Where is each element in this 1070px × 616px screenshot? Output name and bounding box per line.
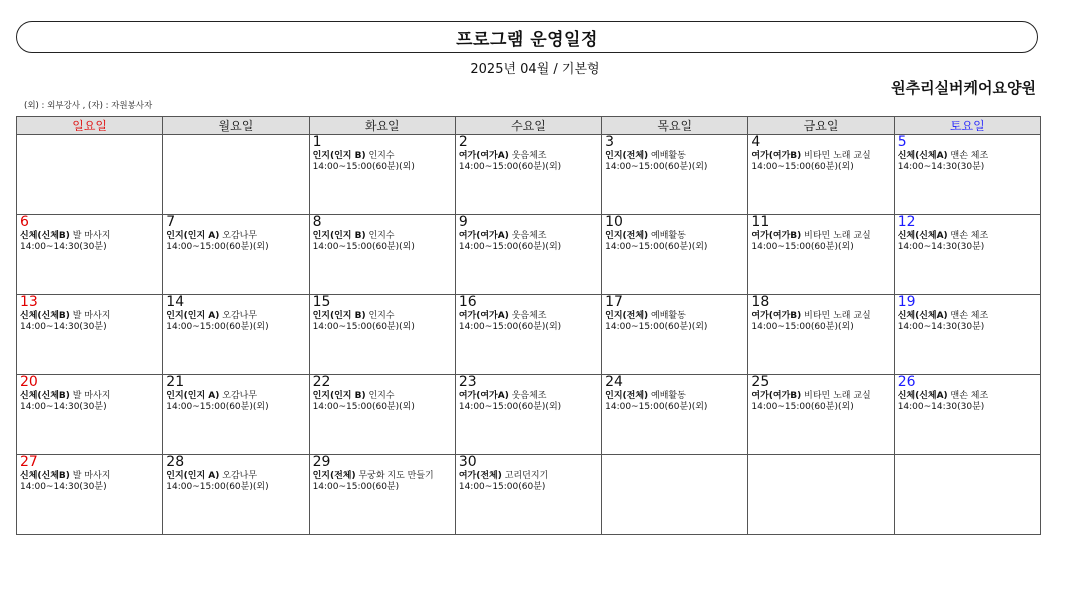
event-time: 14:00~15:00(60분)(외) xyxy=(312,322,415,332)
event-category: 신체(신체A) xyxy=(897,231,948,241)
event-title xyxy=(605,390,747,402)
event-activity: 인지수 xyxy=(368,231,395,241)
weekday-wednesday: 수요일 xyxy=(455,117,601,135)
event-title xyxy=(459,390,601,402)
day-number: 6 xyxy=(20,214,29,230)
calendar-day-cell xyxy=(309,455,455,535)
calendar-day-cell xyxy=(309,295,455,375)
event-activity: 예배활동 xyxy=(651,311,686,321)
event-time: 14:00~15:00(60분) xyxy=(312,482,400,492)
event-title xyxy=(313,310,455,322)
event-time: 14:00~14:30(30분) xyxy=(897,402,985,412)
calendar-day-cell xyxy=(602,455,748,535)
event-category: 신체(신체A) xyxy=(897,391,948,401)
day-number: 28 xyxy=(166,454,185,470)
event-category: 인지(전체) xyxy=(605,391,649,401)
event-time: 14:00~15:00(60분)(외) xyxy=(751,322,854,332)
event-time: 14:00~14:30(30분) xyxy=(20,242,107,252)
event-time: 14:00~14:30(30분) xyxy=(897,322,985,332)
event-category: 인지(전체) xyxy=(605,231,649,241)
event-category: 여가(여가B) xyxy=(751,311,802,321)
event-activity: 발 마사지 xyxy=(72,311,111,321)
event-title xyxy=(20,310,162,322)
event-title xyxy=(605,150,747,162)
calendar-day-cell xyxy=(455,375,601,455)
event-title xyxy=(459,230,601,242)
day-number: 7 xyxy=(166,214,176,230)
calendar-day-cell xyxy=(163,375,309,455)
day-number: 19 xyxy=(897,294,916,310)
day-number: 5 xyxy=(897,134,907,150)
event-time: 14:00~15:00(60분)(외) xyxy=(458,242,562,252)
event-activity: 인지수 xyxy=(368,391,395,401)
event-time: 14:00~15:00(60분)(외) xyxy=(458,322,562,332)
calendar-week-row xyxy=(17,375,1041,455)
event-activity: 오감나무 xyxy=(222,471,258,481)
calendar-day-cell xyxy=(894,135,1040,215)
event-title xyxy=(166,310,308,322)
day-number: 23 xyxy=(458,374,477,390)
event-category: 여가(전체) xyxy=(458,471,502,481)
event-time: 14:00~15:00(60분)(외) xyxy=(166,482,269,492)
event-time: 14:00~15:00(60분) xyxy=(458,482,546,492)
event-time: 14:00~15:00(60분)(외) xyxy=(166,322,269,332)
event-activity: 인지수 xyxy=(368,311,395,321)
calendar-day-cell xyxy=(163,295,309,375)
event-time: 14:00~15:00(60분)(외) xyxy=(605,242,708,252)
event-category: 인지(인지 B) xyxy=(312,391,366,401)
event-title xyxy=(313,390,455,402)
event-category: 인지(전체) xyxy=(605,151,649,161)
calendar-day-cell xyxy=(894,295,1040,375)
event-activity: 오감나무 xyxy=(222,311,258,321)
calendar-week-row xyxy=(17,135,1041,215)
day-number: 4 xyxy=(751,134,761,150)
event-category: 여가(여가A) xyxy=(458,231,509,241)
event-title xyxy=(313,230,455,242)
event-category: 여가(여가B) xyxy=(751,151,802,161)
legend-note: (외) : 외부강사 , (자) : 자원봉사자 xyxy=(24,101,153,111)
event-title xyxy=(459,150,601,162)
calendar-day-cell xyxy=(455,455,601,535)
event-title xyxy=(605,230,747,242)
calendar-day-cell xyxy=(455,135,601,215)
day-number: 29 xyxy=(312,454,331,470)
event-activity: 웃음체조 xyxy=(511,151,547,161)
event-title xyxy=(751,310,893,322)
event-category: 여가(여가A) xyxy=(458,311,509,321)
weekday-friday: 금요일 xyxy=(748,117,894,135)
event-activity: 맨손 체조 xyxy=(950,311,989,321)
event-category: 신체(신체B) xyxy=(20,471,70,481)
event-category: 인지(전체) xyxy=(605,311,649,321)
event-title xyxy=(459,470,601,482)
event-title xyxy=(898,150,1040,162)
calendar-day-cell xyxy=(748,375,894,455)
event-activity: 예배활동 xyxy=(651,231,686,241)
day-number: 26 xyxy=(897,374,916,390)
event-activity: 발 마사지 xyxy=(72,231,111,241)
calendar-day-cell xyxy=(602,135,748,215)
event-activity: 웃음체조 xyxy=(511,391,547,401)
day-number: 2 xyxy=(458,134,468,150)
day-number: 21 xyxy=(166,374,185,390)
day-number: 9 xyxy=(458,214,468,230)
page-title: 프로그램 운영일정 xyxy=(16,21,1038,53)
event-category: 인지(인지 A) xyxy=(166,391,220,401)
event-title xyxy=(20,470,162,482)
calendar-day-cell xyxy=(163,455,309,535)
day-number: 17 xyxy=(605,294,623,310)
event-activity: 발 마사지 xyxy=(72,391,111,401)
weekday-monday: 월요일 xyxy=(163,117,309,135)
event-time: 14:00~15:00(60분)(외) xyxy=(166,242,269,252)
event-time: 14:00~15:00(60분)(외) xyxy=(312,402,415,412)
calendar-day-cell xyxy=(894,455,1040,535)
day-number: 20 xyxy=(20,374,38,390)
event-category: 인지(인지 B) xyxy=(312,231,366,241)
weekday-saturday: 토요일 xyxy=(894,117,1040,135)
day-number: 30 xyxy=(458,454,477,470)
event-title xyxy=(751,230,893,242)
event-time: 14:00~14:30(30분) xyxy=(20,322,107,332)
event-activity: 맨손 체조 xyxy=(950,231,989,241)
event-activity: 인지수 xyxy=(368,151,395,161)
event-activity: 예배활동 xyxy=(651,391,686,401)
event-time: 14:00~15:00(60분)(외) xyxy=(458,402,562,412)
calendar-table xyxy=(16,116,1041,535)
calendar-day-cell xyxy=(748,135,894,215)
event-title xyxy=(313,150,455,162)
event-title xyxy=(898,390,1040,402)
event-time: 14:00~15:00(60분)(외) xyxy=(751,402,854,412)
event-category: 신체(신체A) xyxy=(897,311,948,321)
event-category: 인지(인지 B) xyxy=(312,311,366,321)
day-number: 25 xyxy=(751,374,770,390)
event-category: 여가(여가B) xyxy=(751,391,802,401)
event-activity: 맨손 체조 xyxy=(950,151,989,161)
event-title xyxy=(751,390,893,402)
day-number: 15 xyxy=(312,294,331,310)
event-title xyxy=(20,230,162,242)
calendar-day-cell xyxy=(894,375,1040,455)
event-activity: 비타민 노래 교실 xyxy=(804,151,871,161)
event-title xyxy=(459,310,601,322)
calendar-day-cell xyxy=(17,375,163,455)
event-title xyxy=(166,230,308,242)
event-category: 신체(신체B) xyxy=(20,391,70,401)
calendar-day-cell xyxy=(748,215,894,295)
weekday-thursday: 목요일 xyxy=(602,117,748,135)
event-category: 신체(신체B) xyxy=(20,231,70,241)
event-title xyxy=(166,470,308,482)
calendar-day-cell xyxy=(602,215,748,295)
calendar-day-cell xyxy=(309,215,455,295)
calendar-day-cell xyxy=(602,295,748,375)
weekday-sunday: 일요일 xyxy=(17,117,163,135)
event-activity: 비타민 노래 교실 xyxy=(804,391,871,401)
event-activity: 오감나무 xyxy=(222,231,258,241)
day-number: 1 xyxy=(312,134,322,150)
calendar-day-cell xyxy=(309,375,455,455)
day-number: 16 xyxy=(458,294,477,310)
day-number: 13 xyxy=(20,294,38,310)
event-category: 인지(인지 A) xyxy=(166,311,220,321)
event-activity: 무궁화 지도 만들기 xyxy=(358,471,434,481)
event-category: 신체(신체B) xyxy=(20,311,70,321)
event-time: 14:00~15:00(60분)(외) xyxy=(312,242,415,252)
event-category: 인지(전체) xyxy=(312,471,356,481)
day-number: 22 xyxy=(312,374,331,390)
calendar-day-cell xyxy=(602,375,748,455)
event-time: 14:00~14:30(30분) xyxy=(20,402,107,412)
event-time: 14:00~15:00(60분)(외) xyxy=(751,162,854,172)
event-category: 인지(인지 A) xyxy=(166,471,220,481)
calendar-day-cell xyxy=(455,215,601,295)
event-title xyxy=(751,150,893,162)
event-activity: 발 마사지 xyxy=(72,471,111,481)
event-time: 14:00~15:00(60분)(외) xyxy=(458,162,562,172)
event-title xyxy=(898,310,1040,322)
day-number: 3 xyxy=(605,134,615,150)
event-activity: 비타민 노래 교실 xyxy=(804,311,871,321)
day-number: 11 xyxy=(751,214,770,230)
event-activity: 비타민 노래 교실 xyxy=(804,231,871,241)
event-title xyxy=(605,310,747,322)
day-number: 10 xyxy=(605,214,623,230)
day-number: 27 xyxy=(20,454,38,470)
event-category: 여가(여가B) xyxy=(751,231,802,241)
organization-name: 원추리실버케어요양원 xyxy=(891,79,1036,97)
event-time: 14:00~14:30(30분) xyxy=(897,242,985,252)
calendar-day-cell xyxy=(17,215,163,295)
event-time: 14:00~15:00(60분)(외) xyxy=(605,322,708,332)
day-number: 24 xyxy=(605,374,623,390)
event-time: 14:00~15:00(60분)(외) xyxy=(166,402,269,412)
event-title xyxy=(898,230,1040,242)
day-number: 12 xyxy=(897,214,916,230)
event-category: 신체(신체A) xyxy=(897,151,948,161)
event-category: 인지(인지 A) xyxy=(166,231,220,241)
calendar-day-cell xyxy=(309,135,455,215)
calendar-day-cell xyxy=(455,295,601,375)
event-time: 14:00~15:00(60분)(외) xyxy=(751,242,854,252)
event-category: 인지(인지 B) xyxy=(312,151,366,161)
calendar-day-cell xyxy=(163,215,309,295)
day-number: 8 xyxy=(312,214,322,230)
day-number: 18 xyxy=(751,294,770,310)
calendar-day-cell xyxy=(894,215,1040,295)
event-activity: 웃음체조 xyxy=(511,231,547,241)
event-category: 여가(여가A) xyxy=(458,151,509,161)
calendar-week-row xyxy=(17,455,1041,535)
calendar-day-cell xyxy=(163,135,309,215)
calendar-day-cell xyxy=(17,295,163,375)
calendar-day-cell xyxy=(748,455,894,535)
event-activity: 고리던지기 xyxy=(504,471,549,481)
day-number: 14 xyxy=(166,294,185,310)
calendar-day-cell xyxy=(17,455,163,535)
event-time: 14:00~15:00(60분)(외) xyxy=(605,162,708,172)
schedule-subtitle: 2025년 04월 / 기본형 xyxy=(470,62,600,77)
calendar-day-cell xyxy=(748,295,894,375)
calendar-day-cell xyxy=(17,135,163,215)
event-time: 14:00~15:00(60분)(외) xyxy=(605,402,708,412)
event-title xyxy=(20,390,162,402)
event-activity: 오감나무 xyxy=(222,391,258,401)
event-activity: 맨손 체조 xyxy=(950,391,989,401)
event-activity: 웃음체조 xyxy=(511,311,547,321)
event-time: 14:00~14:30(30분) xyxy=(897,162,985,172)
calendar-week-row xyxy=(17,215,1041,295)
event-time: 14:00~15:00(60분)(외) xyxy=(312,162,415,172)
event-title xyxy=(313,470,455,482)
event-activity: 예배활동 xyxy=(651,151,686,161)
event-time: 14:00~14:30(30분) xyxy=(20,482,107,492)
calendar-week-row xyxy=(17,295,1041,375)
weekday-header-row xyxy=(17,117,1041,135)
event-title xyxy=(166,390,308,402)
event-category: 여가(여가A) xyxy=(458,391,509,401)
weekday-tuesday: 화요일 xyxy=(309,117,455,135)
